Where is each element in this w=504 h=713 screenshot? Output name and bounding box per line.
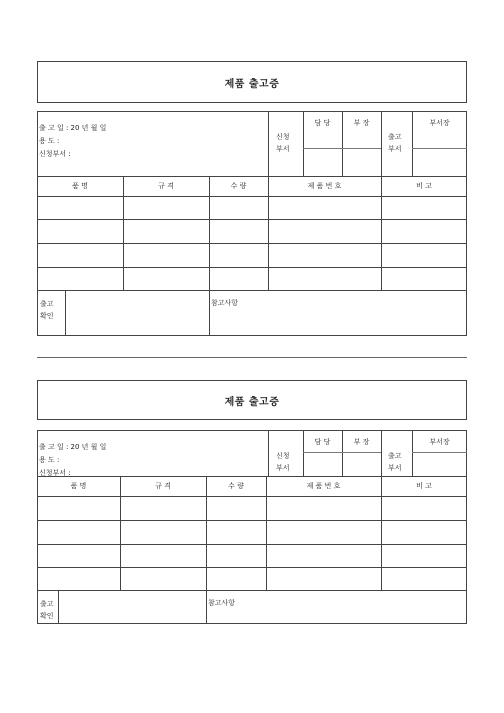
table-cell[interactable] — [37, 544, 120, 567]
head-sign-header: 부 장 — [353, 438, 370, 446]
purpose-label: 용 도 : — [39, 456, 60, 464]
rule-line — [412, 452, 467, 453]
dept-head-sign-header: 부서장 — [429, 438, 450, 446]
table-cell[interactable] — [268, 196, 381, 219]
rule-line — [268, 430, 269, 476]
col-spec: 규 격 — [158, 182, 174, 190]
col-spec: 규 격 — [155, 482, 171, 490]
release-confirm-label: 출고 확인 — [40, 600, 54, 620]
table-cell[interactable] — [266, 567, 381, 590]
manager-sign-header: 담 당 — [314, 438, 331, 446]
table-cell[interactable] — [266, 544, 381, 567]
table-cell[interactable] — [381, 219, 467, 243]
table-cell[interactable] — [209, 196, 268, 219]
rule-line — [381, 430, 382, 476]
col-quantity: 수 량 — [230, 182, 247, 190]
table-cell[interactable] — [120, 520, 206, 544]
purpose-label: 용 도 : — [39, 137, 60, 145]
table-cell[interactable] — [268, 219, 381, 243]
table-cell[interactable] — [37, 219, 123, 243]
notes-label: 참고사항 — [208, 599, 236, 607]
table-cell[interactable] — [37, 520, 120, 544]
table-cell[interactable] — [123, 243, 209, 267]
rule-line — [303, 452, 381, 453]
table-cell[interactable] — [268, 267, 381, 290]
requesting-dept-cell: 신청 부서 — [276, 133, 290, 153]
table-cell[interactable] — [120, 496, 206, 520]
col-remarks: 비 고 — [416, 482, 432, 490]
release-date-label: 출 고 일 : 20 년 월 일 — [39, 124, 107, 132]
release-confirm-label: 출고 확인 — [40, 300, 54, 320]
rule-line — [303, 148, 381, 149]
rule-line — [381, 111, 382, 176]
release-dept-cell: 출고 부서 — [388, 133, 402, 153]
notes-area[interactable] — [206, 610, 467, 624]
table-cell[interactable] — [209, 243, 268, 267]
table-cell[interactable] — [206, 567, 266, 590]
dept-head-sign-header: 부서장 — [429, 119, 450, 127]
table-cell[interactable] — [120, 544, 206, 567]
col-product-number: 제 품 번 호 — [307, 182, 342, 190]
form-separator — [37, 357, 467, 358]
confirm-signature-area[interactable] — [65, 290, 209, 336]
col-item-name: 품 명 — [70, 482, 87, 490]
table-cell[interactable] — [268, 243, 381, 267]
release-dept-cell: 출고 부서 — [388, 452, 402, 472]
table-cell[interactable] — [381, 567, 467, 590]
table-cell[interactable] — [266, 520, 381, 544]
table-cell[interactable] — [381, 520, 467, 544]
notes-label: 참고사항 — [211, 299, 239, 307]
col-product-number: 제 품 번 호 — [306, 482, 341, 490]
form-title: 제품 출고증 — [37, 61, 467, 103]
table-cell[interactable] — [206, 544, 266, 567]
table-cell[interactable] — [266, 496, 381, 520]
col-remarks: 비 고 — [416, 182, 432, 190]
table-cell[interactable] — [206, 520, 266, 544]
rule-line — [268, 111, 269, 176]
table-cell[interactable] — [37, 267, 123, 290]
release-date-label: 출 고 일 : 20 년 월 일 — [39, 443, 107, 451]
col-quantity: 수 량 — [228, 482, 244, 490]
table-cell[interactable] — [381, 496, 467, 520]
table-cell[interactable] — [206, 496, 266, 520]
manager-sign-header: 담 당 — [314, 119, 331, 127]
requesting-dept-label: 신청부서 : — [39, 150, 71, 158]
table-cell[interactable] — [120, 567, 206, 590]
table-cell[interactable] — [381, 243, 467, 267]
table-cell[interactable] — [209, 219, 268, 243]
table-cell[interactable] — [123, 219, 209, 243]
table-cell[interactable] — [123, 267, 209, 290]
table-cell[interactable] — [381, 544, 467, 567]
requesting-dept-cell: 신청 부서 — [276, 452, 290, 472]
table-cell[interactable] — [37, 496, 120, 520]
table-cell[interactable] — [381, 267, 467, 290]
rule-line — [412, 148, 467, 149]
table-cell[interactable] — [37, 196, 123, 219]
table-cell[interactable] — [123, 196, 209, 219]
form-title: 제품 출고증 — [37, 380, 467, 420]
table-cell[interactable] — [37, 567, 120, 590]
table-cell[interactable] — [381, 196, 467, 219]
table-cell[interactable] — [209, 267, 268, 290]
confirm-signature-area[interactable] — [58, 590, 206, 624]
requesting-dept-label: 신청부서 : — [39, 469, 71, 477]
table-cell[interactable] — [37, 243, 123, 267]
head-sign-header: 부 장 — [353, 119, 370, 127]
notes-area[interactable] — [209, 310, 467, 336]
col-item-name: 품 명 — [72, 182, 88, 190]
